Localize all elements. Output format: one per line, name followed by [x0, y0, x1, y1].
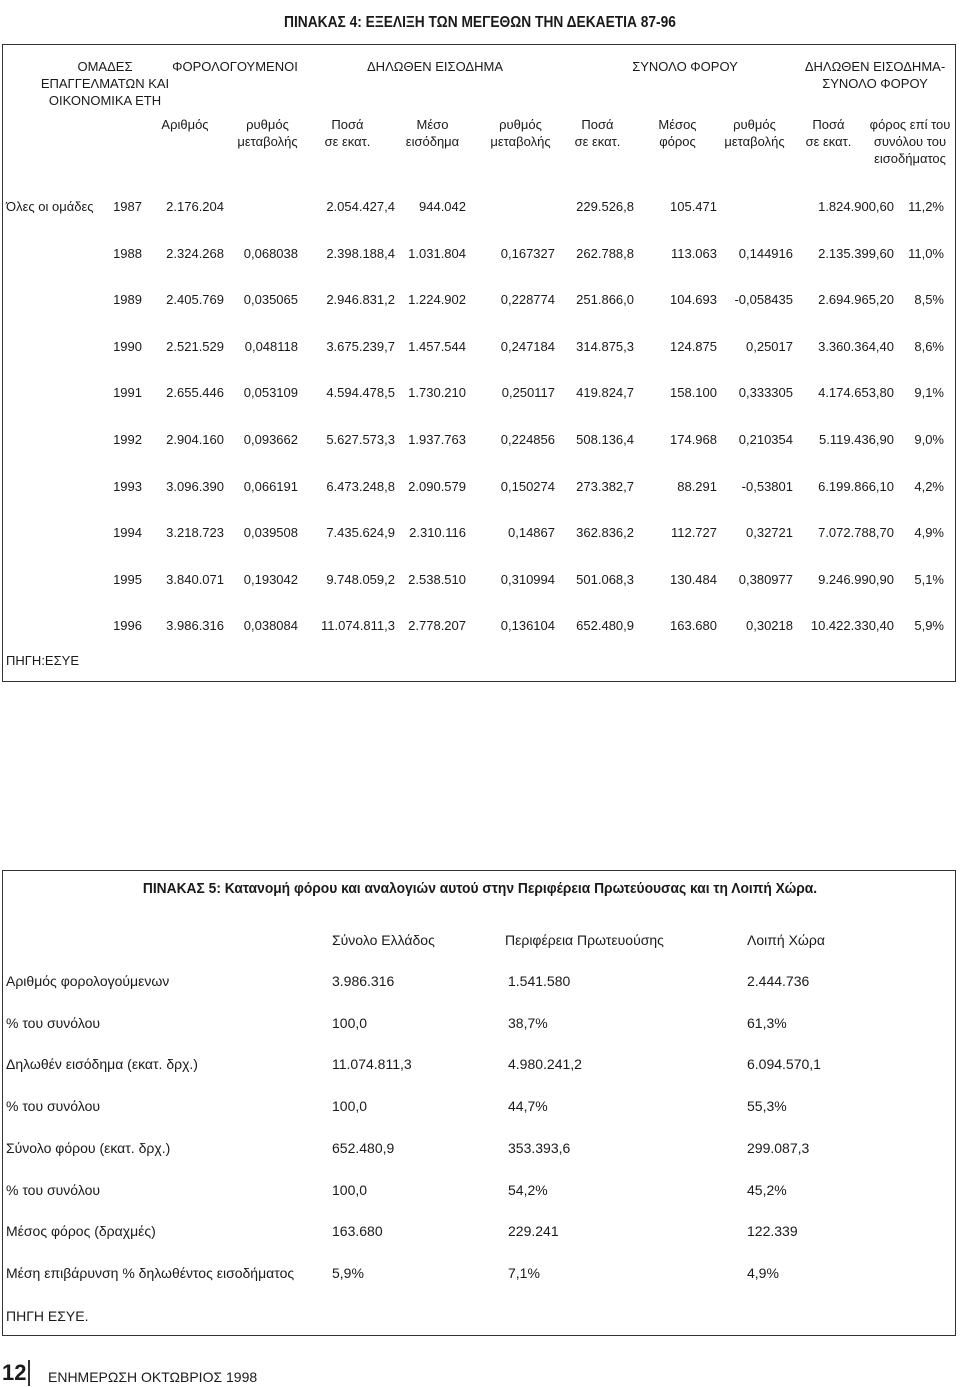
cell-capital: 7,1%: [508, 1264, 540, 1281]
cell-rest: 4,9%: [747, 1264, 779, 1281]
cell-ratio-pct: 11,2%: [908, 199, 944, 214]
cell-tax-rate: 0,144916: [738, 245, 793, 261]
cell-tax: 652.480,9: [576, 618, 634, 634]
cell-year: 1993: [113, 478, 142, 494]
table4-title: ΠΙΝΑΚΑΣ 4: ΕΞΕΛΙΞΗ ΤΩΝ ΜΕΓΕΘΩΝ ΤΗΝ ΔΕΚΑΕΤΙΑ 87-96: [284, 14, 676, 31]
cell-ratio-pct: 5,9%: [914, 618, 944, 634]
cell-avg-income: 1.457.544: [408, 338, 466, 354]
cell-ratio-amount: 2.694.965,20: [818, 292, 894, 308]
row-label: Μέση επιβάρυνση % δηλωθέντος εισοδήματος: [6, 1264, 295, 1281]
table5-source: ΠΗΓΗ ΕΣΥΕ.: [6, 1308, 89, 1324]
cell-count: 3.218.723: [166, 525, 224, 541]
cell-income-rate: 0,228774: [500, 292, 555, 308]
cell-ratio-amount: 6.199.866,10: [818, 478, 894, 494]
column-header-1: Περιφέρεια Πρωτευούσης: [505, 932, 664, 948]
footer-divider: [28, 1360, 30, 1386]
cell-ratio-pct: 5,1%: [914, 571, 944, 587]
cell-income-rate: 0,247184: [500, 338, 555, 354]
cell-income: 2.398.188,4: [326, 245, 395, 261]
cell-year: 1991: [113, 385, 142, 401]
cell-total: 5,9%: [332, 1264, 364, 1281]
cell-year: 1996: [113, 618, 142, 634]
cell-count-rate: 0,093662: [243, 432, 298, 447]
cell-ratio-pct: 8,5%: [914, 292, 944, 308]
cell-rest: 55,3%: [747, 1098, 787, 1115]
cell-tax-rate: 0,333305: [738, 385, 793, 401]
cell-income-rate: 0,310994: [500, 571, 555, 587]
cell-ratio-amount: 10.422.330,40: [810, 618, 894, 634]
cell-tax: 251.866,0: [576, 292, 634, 308]
sub-header-6: Μέσος φόρος: [658, 117, 697, 149]
cell-avg-income: 2.778.207: [408, 618, 466, 634]
cell-total: 652.480,9: [332, 1139, 395, 1156]
cell-total: 100,0: [332, 1014, 368, 1031]
cell-avg-tax: 105.471: [670, 199, 717, 214]
cell-income-rate: 0,250117: [501, 385, 555, 401]
cell-ratio-amount: 2.135.399,60: [818, 245, 894, 261]
cell-count: 2.655.446: [166, 385, 224, 401]
cell-count-rate: 0,048118: [244, 338, 298, 354]
cell-avg-tax: 174.968: [670, 432, 717, 447]
cell-tax-rate: 0,30218: [746, 618, 793, 634]
cell-income: 3.675.239,7: [326, 338, 395, 354]
cell-rest: 61,3%: [747, 1014, 787, 1031]
cell-avg-tax: 163.680: [670, 618, 717, 634]
cell-capital: 229.241: [508, 1223, 559, 1240]
cell-tax-rate: -0,53801: [741, 478, 793, 494]
cell-year: 1992: [113, 432, 142, 447]
publication-name: ΕΝΗΜΕΡΩΣΗ ΟΚΤΩΒΡΙΟΣ 1998: [48, 1369, 258, 1385]
cell-avg-income: 2.310.116: [409, 525, 466, 541]
cell-avg-income: 1.730.210: [408, 385, 466, 401]
sub-header-0: Αριθμός: [161, 117, 209, 132]
cell-ratio-pct: 4,2%: [914, 478, 944, 494]
cell-avg-tax: 113.063: [670, 245, 717, 261]
cell-tax: 501.068,3: [576, 571, 634, 587]
cell-tax-rate: 0,25017: [746, 338, 793, 354]
cell-income: 2.054.427,4: [326, 199, 395, 214]
cell-income-rate: 0,224856: [500, 432, 555, 447]
cell-income: 9.748.059,2: [326, 571, 395, 587]
cell-total: 11.074.811,3: [332, 1056, 412, 1073]
cell-capital: 353.393,6: [508, 1139, 571, 1156]
cell-count: 3.096.390: [166, 478, 224, 494]
cell-tax: 262.788,8: [576, 245, 634, 261]
cell-ratio-pct: 8,6%: [914, 338, 944, 354]
column-header-0: Σύνολο Ελλάδος: [332, 932, 435, 948]
cell-avg-tax: 130.484: [670, 571, 717, 587]
cell-count-rate: 0,035065: [243, 292, 298, 308]
sub-header-3: Μέσο εισόδημα: [405, 117, 460, 149]
cell-ratio-amount: 3.360.364,40: [818, 338, 894, 354]
cell-year: 1988: [113, 245, 142, 261]
cell-tax: 273.382,7: [576, 478, 634, 494]
sub-header-2: Ποσά σε εκατ.: [324, 117, 371, 149]
row-label: % του συνόλου: [6, 1181, 101, 1198]
cell-income-rate: 0,150274: [500, 478, 555, 494]
cell-avg-income: 2.538.510: [408, 571, 466, 587]
cell-tax: 229.526,8: [576, 199, 634, 214]
cell-capital: 44,7%: [508, 1098, 548, 1115]
row-label: Μέσος φόρος (δραχμές): [6, 1223, 156, 1240]
cell-capital: 4.980.241,2: [508, 1056, 582, 1073]
sub-header-9: φόρος επί του συνόλου του εισοδήματος: [869, 117, 951, 166]
cell-year: 1990: [113, 338, 142, 354]
cell-income-rate: 0,167327: [500, 245, 555, 261]
cell-total: 100,0: [332, 1181, 368, 1198]
cell-income-rate: 0,14867: [508, 525, 555, 541]
cell-count: 2.904.160: [166, 432, 224, 447]
cell-rest: 299.087,3: [747, 1139, 810, 1156]
cell-ratio-amount: 5.119.436,90: [819, 432, 894, 447]
cell-avg-tax: 88.291: [677, 478, 717, 494]
cell-year: 1994: [113, 525, 142, 541]
cell-capital: 54,2%: [508, 1181, 548, 1198]
cell-tax-rate: 0,210354: [738, 432, 793, 447]
cell-tax-rate: 0,32721: [746, 525, 793, 541]
cell-rest: 122.339: [747, 1223, 798, 1240]
cell-tax: 314.875,3: [576, 338, 634, 354]
group-header-groups: ΟΜΑΔΕΣ ΕΠΑΓΓΕΛΜΑΤΩΝ ΚΑΙ ΟΙΚΟΝΟΜΙΚΑ ΕΤΗ: [40, 59, 170, 108]
cell-rest: 45,2%: [747, 1181, 787, 1198]
cell-avg-tax: 158.100: [670, 385, 717, 401]
cell-avg-tax: 124.875: [670, 338, 717, 354]
cell-income: 4.594.478,5: [326, 385, 395, 401]
cell-year: 1987: [113, 199, 142, 214]
cell-ratio-pct: 11,0%: [908, 245, 944, 261]
column-header-2: Λοιπή Χώρα: [747, 932, 825, 948]
cell-count: 2.176.204: [166, 199, 224, 214]
row-label: % του συνόλου: [6, 1014, 101, 1031]
row-label: Δηλωθέν εισόδημα (εκατ. δρχ.): [6, 1056, 198, 1073]
cell-count: 2.324.268: [166, 245, 224, 261]
cell-tax: 508.136,4: [576, 432, 634, 447]
sub-header-8: Ποσά σε εκατ.: [805, 117, 852, 149]
cell-avg-income: 1.031.804: [408, 245, 466, 261]
sub-header-4: ρυθμός μεταβολής: [490, 117, 551, 149]
cell-avg-income: 1.224.902: [408, 292, 466, 308]
cell-tax-rate: 0,380977: [738, 571, 793, 587]
cell-ratio-amount: 1.824.900,60: [818, 199, 894, 214]
cell-income: 2.946.831,2: [326, 292, 395, 308]
cell-ratio-amount: 4.174.653,80: [818, 385, 894, 401]
cell-income: 11.074.811,3: [321, 618, 395, 634]
cell-count-rate: 0,193042: [243, 571, 298, 587]
cell-rest: 2.444.736: [747, 973, 810, 989]
cell-income: 5.627.573,3: [326, 432, 395, 447]
cell-count-rate: 0,068038: [243, 245, 298, 261]
cell-year: 1995: [113, 571, 142, 587]
cell-ratio-pct: 4,9%: [914, 525, 944, 541]
cell-ratio-amount: 7.072.788,70: [818, 525, 894, 541]
cell-capital: 1.541.580: [508, 973, 571, 989]
cell-count: 3.986.316: [166, 618, 224, 634]
cell-count: 2.521.529: [166, 338, 224, 354]
page-number: 12: [2, 1360, 27, 1385]
cell-avg-income: 1.937.763: [408, 432, 466, 447]
cell-income-rate: 0,136104: [500, 618, 555, 634]
cell-avg-income: 944.042: [419, 199, 466, 214]
cell-tax: 362.836,2: [576, 525, 634, 541]
cell-total: 100,0: [332, 1098, 368, 1115]
table5-title: ΠΙΝΑΚΑΣ 5: Κατανομή φόρου και αναλογιών αυτού στην Περιφέρεια Πρωτεύουσας και τη Λοιπή Χώρα.: [142, 880, 818, 897]
cell-ratio-pct: 9,0%: [914, 432, 944, 447]
cell-tax-rate: -0,058435: [734, 292, 793, 308]
cell-avg-tax: 112.727: [670, 525, 717, 541]
cell-count-rate: 0,066191: [243, 478, 298, 494]
cell-count-rate: 0,038084: [243, 618, 298, 634]
group-header-declared-income: ΔΗΛΩΘΕΝ ΕΙΣΟΔΗΜΑ: [367, 59, 503, 74]
group-header-taxpayers: ΦΟΡΟΛΟΓΟΥΜΕΝΟΙ: [172, 59, 298, 74]
cell-count: 2.405.769: [166, 292, 224, 308]
cell-capital: 38,7%: [508, 1014, 548, 1031]
cell-total: 3.986.316: [332, 973, 395, 989]
cell-count: 3.840.071: [166, 571, 224, 587]
cell-tax: 419.824,7: [576, 385, 634, 401]
cell-year: 1989: [113, 292, 142, 308]
cell-income: 6.473.248,8: [326, 478, 395, 494]
group-header-total-tax: ΣΥΝΟΛΟ ΦΟΡΟΥ: [632, 59, 738, 74]
cell-rest: 6.094.570,1: [747, 1056, 821, 1073]
cell-avg-tax: 104.693: [670, 292, 717, 308]
cell-ratio-pct: 9,1%: [914, 385, 944, 401]
row-label: Αριθμός φορολογούμενων: [6, 973, 170, 989]
row-label: Σύνολο φόρου (εκατ. δρχ.): [6, 1139, 171, 1156]
row-label: % του συνόλου: [6, 1098, 101, 1115]
cell-count-rate: 0,039508: [243, 525, 298, 541]
cell-total: 163.680: [332, 1223, 383, 1240]
group-header-income-tax-ratio: ΔΗΛΩΘΕΝ ΕΙΣΟΔΗΜΑ- ΣΥΝΟΛΟ ΦΟΡΟΥ: [804, 59, 946, 91]
cell-ratio-amount: 9.246.990,90: [818, 571, 894, 587]
table4-source: ΠΗΓΗ:ΕΣΥΕ: [6, 653, 79, 668]
sub-header-5: Ποσά σε εκατ.: [574, 117, 621, 149]
cell-avg-income: 2.090.579: [408, 478, 466, 494]
sub-header-1: ρυθμός μεταβολής: [237, 117, 298, 149]
all-groups-label: Όλες οι ομάδες: [6, 199, 94, 214]
cell-count-rate: 0,053109: [243, 385, 298, 401]
sub-header-7: ρυθμός μεταβολής: [724, 117, 785, 149]
cell-income: 7.435.624,9: [326, 525, 395, 541]
